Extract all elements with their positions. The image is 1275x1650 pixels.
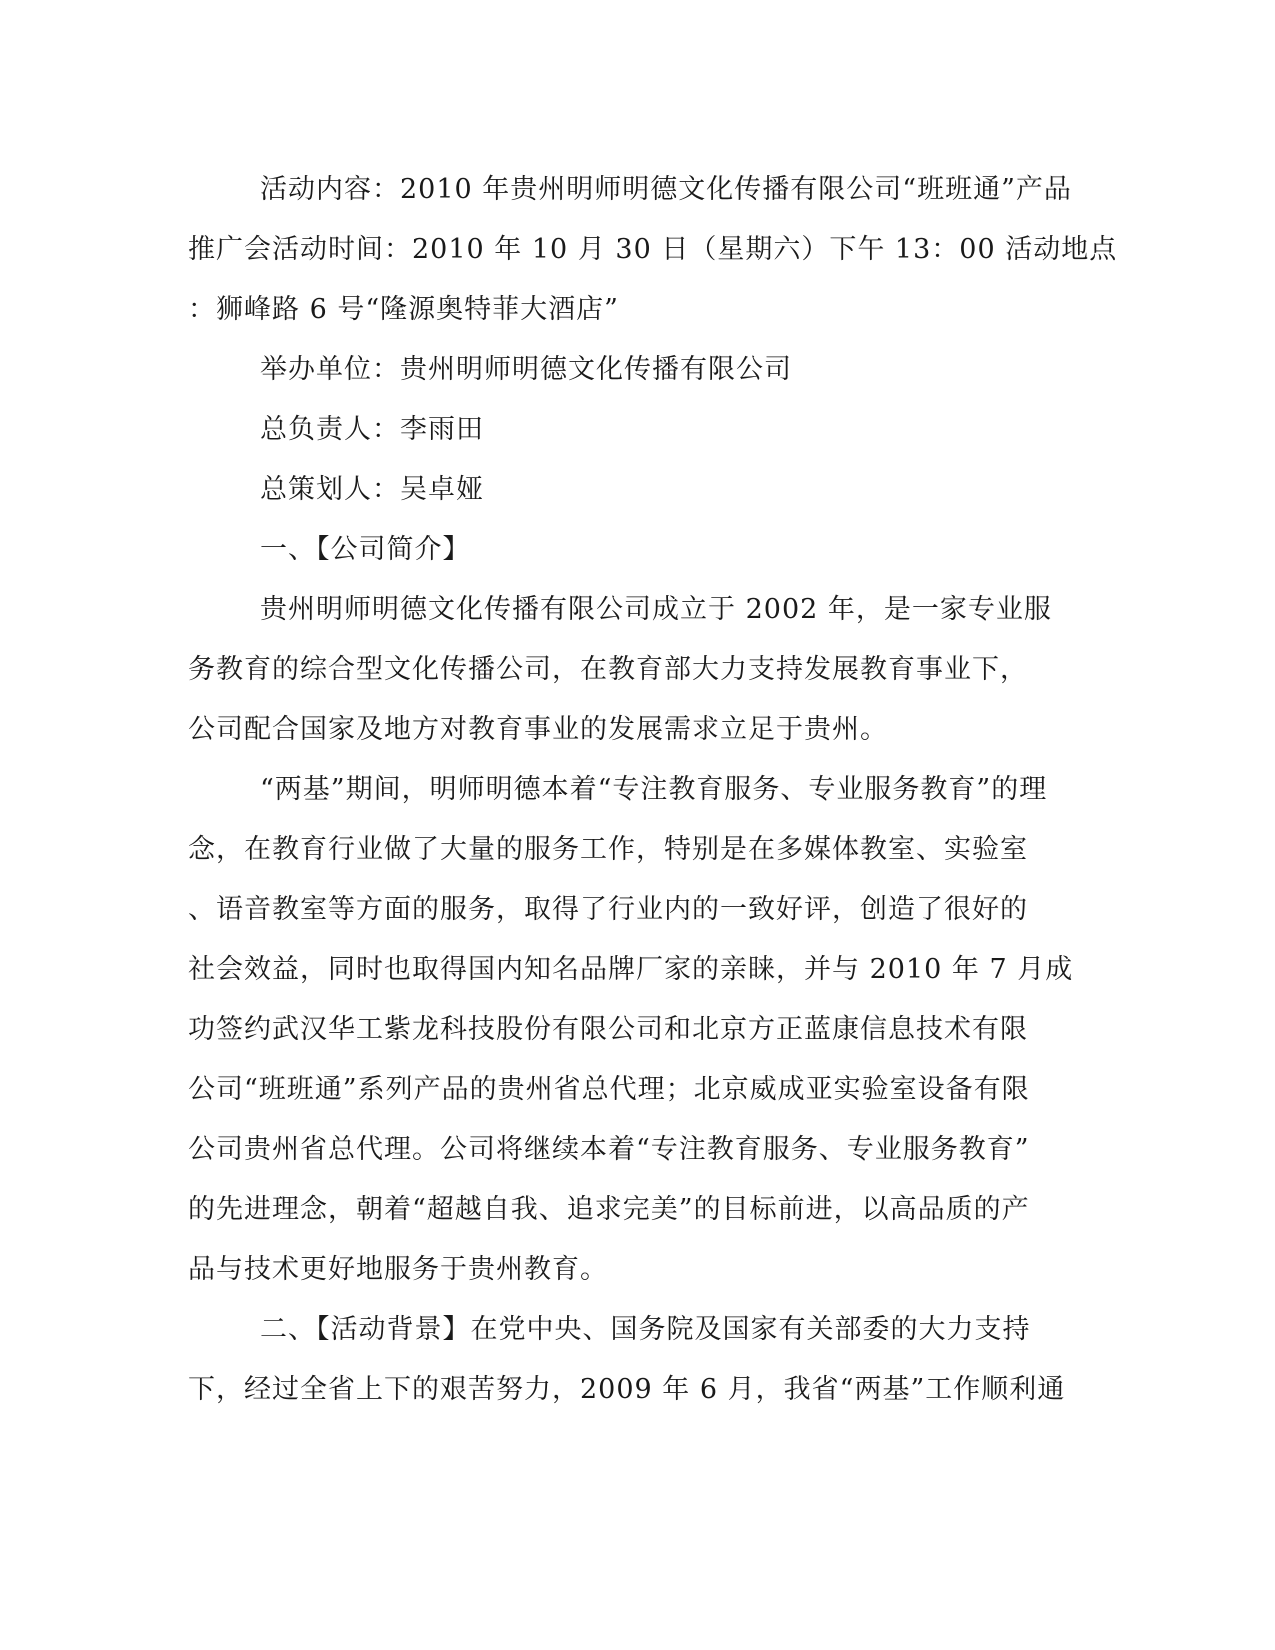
text-line: 功签约武汉华工紫龙科技股份有限公司和北京方正蓝康信息技术有限 <box>188 1014 1028 1045</box>
text-line: “两基”期间，明师明德本着“专注教育服务、专业服务教育”的理 <box>260 774 1048 805</box>
text-line: 公司“班班通”系列产品的贵州省总代理；北京威成亚实验室设备有限 <box>188 1074 1030 1105</box>
section-heading: 二、【活动背景】在党中央、国务院及国家有关部委的大力支持 <box>260 1314 1031 1345</box>
text-line: 念，在教育行业做了大量的服务工作，特别是在多媒体教室、实验室 <box>188 834 1028 865</box>
text-line: 举办单位：贵州明师明德文化传播有限公司 <box>260 354 792 385</box>
text-line: 社会效益，同时也取得国内知名品牌厂家的亲睐，并与 2010 年 7 月成 <box>188 954 1074 985</box>
text-line: 品与技术更好地服务于贵州教育。 <box>188 1254 608 1285</box>
text-line: 活动内容：2010 年贵州明师明德文化传播有限公司“班班通”产品 <box>260 174 1072 205</box>
section-heading: 一、【公司简介】 <box>260 534 471 565</box>
text-line: 的先进理念，朝着“超越自我、追求完美”的目标前进，以高品质的产 <box>188 1194 1030 1225</box>
text-line: ：狮峰路 6 号“隆源奥特菲大酒店” <box>188 294 619 325</box>
text-line: 、语音教室等方面的服务，取得了行业内的一致好评，创造了很好的 <box>188 894 1028 925</box>
text-line: 贵州明师明德文化传播有限公司成立于 2002 年，是一家专业服 <box>260 594 1052 625</box>
document-body <box>188 160 1118 1420</box>
text-line: 总策划人：吴卓娅 <box>260 474 484 505</box>
text-line: 推广会活动时间：2010 年 10 月 30 日（星期六）下午 13：00 活动地点 <box>188 234 1118 265</box>
text-line: 总负责人：李雨田 <box>260 414 484 445</box>
text-line: 公司贵州省总代理。公司将继续本着“专注教育服务、专业服务教育” <box>188 1134 1030 1165</box>
text-line: 务教育的综合型文化传播公司，在教育部大力支持发展教育事业下， <box>188 654 1028 685</box>
text-line: 下，经过全省上下的艰苦努力，2009 年 6 月，我省“两基”工作顺利通 <box>188 1374 1066 1405</box>
text-line: 公司配合国家及地方对教育事业的发展需求立足于贵州。 <box>188 714 888 745</box>
